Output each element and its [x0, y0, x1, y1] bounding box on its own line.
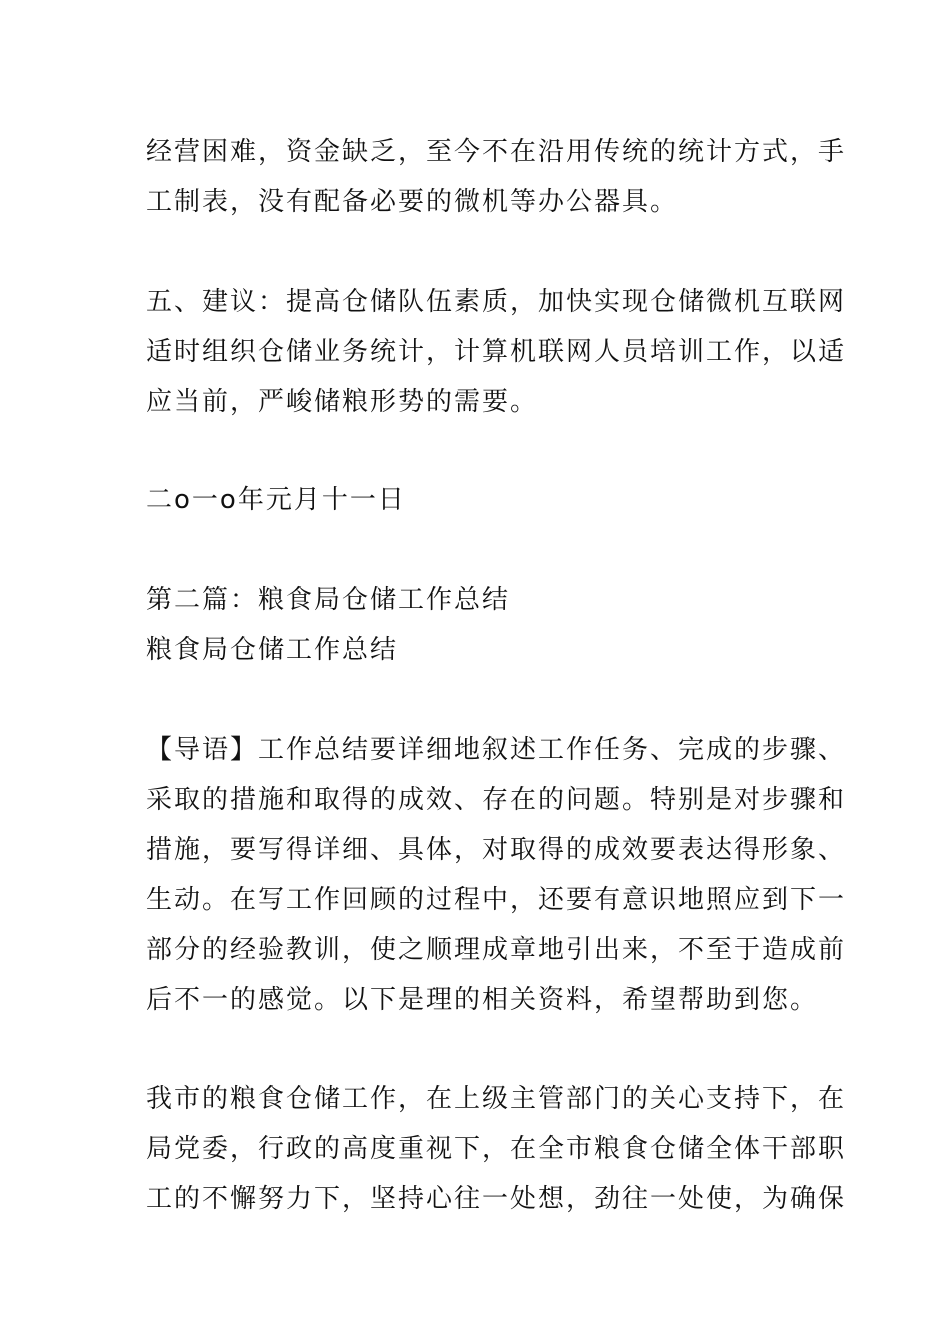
body-line-1: 我市的粮食仓储工作，在上级主管部门的关心支持下，在: [146, 1084, 847, 1114]
intro-line-2: 采取的措施和取得的成效、存在的问题。特别是对步骤和: [146, 785, 847, 815]
intro-line-6: 后不一的感觉。以下是理的相关资料，希望帮助到您。: [146, 985, 819, 1015]
section-title: 粮食局仓储工作总结: [146, 635, 399, 665]
intro-line-5: 部分的经验教训，使之顺理成章地引出来，不至于造成前: [146, 935, 847, 965]
intro-line-3: 措施，要写得详细、具体，对取得的成效要表达得形象、: [146, 835, 847, 865]
body-line-3: 工的不懈努力下，坚持心往一处想，劲往一处使，为确保: [146, 1184, 847, 1214]
suggestion-line-1: 五、建议：提高仓储队伍素质，加快实现仓储微机互联网: [146, 287, 847, 317]
document-date: 二o一o年元月十一日: [146, 485, 406, 515]
suggestion-line-2: 适时组织仓储业务统计，计算机联网人员培训工作，以适: [146, 337, 847, 367]
paragraph-1-line-2: 工制表，没有配备必要的微机等办公器具。: [146, 187, 679, 217]
intro-line-1: 【导语】工作总结要详细地叙述工作任务、完成的步骤、: [146, 735, 847, 765]
paragraph-1-line-1: 经营困难，资金缺乏，至今不在沿用传统的统计方式，手: [146, 137, 847, 167]
intro-line-4: 生动。在写工作回顾的过程中，还要有意识地照应到下一: [146, 885, 847, 915]
body-line-2: 局党委，行政的高度重视下，在全市粮食仓储全体干部职: [146, 1134, 847, 1164]
suggestion-line-3: 应当前，严峻储粮形势的需要。: [146, 387, 539, 417]
section-heading: 第二篇：粮食局仓储工作总结: [146, 585, 511, 615]
